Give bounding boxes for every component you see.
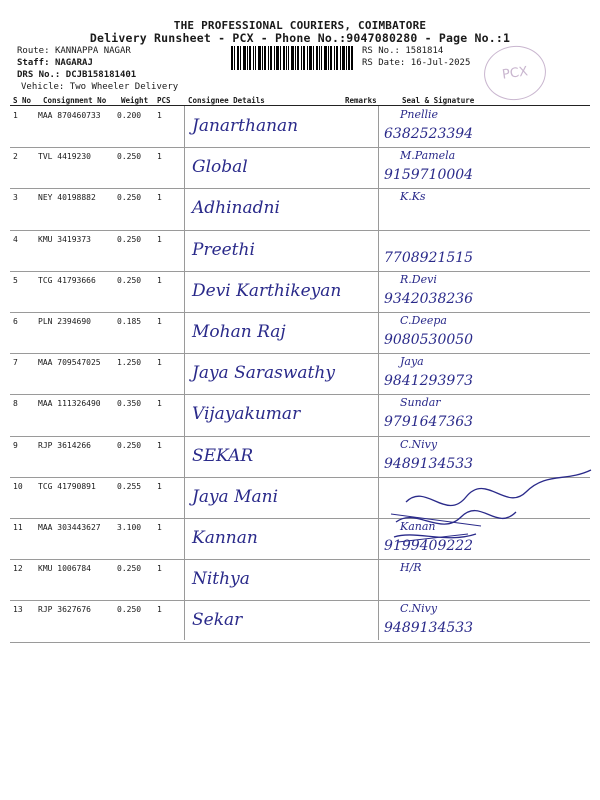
rs-date-value: 16-Jul-2025 — [410, 58, 471, 68]
row-phone-handwritten: 6382523394 — [384, 126, 474, 142]
row-signature: C.Deepa — [400, 314, 447, 327]
row-phone-handwritten: 9080530050 — [384, 332, 474, 348]
row-consignee-handwritten: Jaya Mani — [192, 486, 279, 507]
row-signature: Kanan — [400, 520, 436, 533]
row-consignee-handwritten: Adhinadni — [192, 198, 280, 219]
row-divider — [10, 600, 590, 601]
row-divider — [10, 353, 590, 354]
stamp-text: PCX — [501, 63, 529, 83]
row-weight: 0.200 — [117, 111, 142, 120]
row-consignee-handwritten: Sekar — [192, 610, 243, 631]
row-consignee-handwritten: Preethi — [192, 239, 255, 260]
row-weight: 0.250 — [117, 275, 142, 285]
row-phone-handwritten: 9199409222 — [384, 538, 474, 554]
row-divider — [10, 642, 590, 643]
staff-value: NAGARAJ — [54, 58, 93, 68]
row-consignment-no: RJP 3627676 — [38, 605, 91, 615]
office-stamp — [481, 42, 550, 104]
row-consignment-no: RJP 3614266 — [38, 440, 91, 450]
row-weight: 0.250 — [117, 605, 142, 615]
row-sno: 7 — [13, 358, 18, 368]
row-weight: 0.350 — [117, 399, 142, 409]
row-weight: 0.250 — [117, 152, 142, 162]
row-sno: 6 — [13, 317, 18, 326]
row-consignee-handwritten: Vijayakumar — [192, 404, 301, 425]
row-divider — [10, 394, 590, 395]
drs-value: DCJB158181401 — [65, 70, 137, 80]
row-sno: 1 — [13, 111, 18, 120]
row-weight: 0.250 — [117, 440, 142, 450]
header-rule — [10, 105, 590, 106]
row-consignee-handwritten: Global — [192, 157, 248, 178]
row-consignment-no: TVL 4419230 — [38, 152, 91, 162]
row-consignment-no: TCG 41793666 — [38, 275, 96, 285]
row-pcs: 1 — [157, 399, 162, 409]
row-consignment-no: MAA 709547025 — [38, 358, 101, 368]
route-label: Route: — [17, 46, 50, 56]
route-value: KANNAPPA NAGAR — [54, 46, 131, 56]
row-pcs: 1 — [157, 234, 162, 244]
row-pcs: 1 — [157, 481, 162, 491]
row-sno: 3 — [13, 193, 18, 203]
row-weight: 0.250 — [117, 234, 142, 244]
row-consignee-handwritten: Nithya — [192, 569, 250, 590]
row-pcs: 1 — [157, 275, 162, 285]
row-consignee-handwritten: Mohan Raj — [192, 322, 286, 342]
row-consignment-no: TCG 41790891 — [38, 481, 96, 491]
row-divider — [10, 312, 590, 313]
vehicle-label: Vehicle: — [21, 82, 65, 92]
row-pcs: 1 — [157, 358, 162, 368]
row-phone-handwritten: 9791647363 — [384, 414, 474, 431]
row-consignment-no: PLN 2394690 — [38, 317, 91, 326]
row-phone-handwritten: 9841293973 — [384, 373, 474, 390]
row-consignment-no: KMU 1006784 — [38, 564, 91, 574]
row-sno: 10 — [13, 481, 23, 491]
rs-no-value: 1581814 — [405, 46, 444, 56]
row-pcs: 1 — [157, 152, 162, 162]
col-sno: S No — [13, 96, 32, 105]
row-signature: C.Nivy — [400, 602, 438, 616]
col-seal-signature: Seal & Signature — [402, 96, 475, 105]
col-consignment: Consignment No — [43, 96, 107, 105]
row-pcs: 1 — [157, 523, 162, 532]
row-pcs: 1 — [157, 193, 162, 203]
row-signature: Jaya — [400, 355, 424, 369]
rs-date-label: RS Date: — [362, 58, 406, 68]
row-sno: 11 — [13, 523, 23, 532]
barcode-image — [231, 46, 353, 70]
row-sno: 2 — [13, 152, 18, 162]
staff-line — [17, 58, 93, 68]
row-consignment-no: MAA 870460733 — [38, 111, 101, 120]
row-weight: 0.185 — [117, 317, 142, 326]
row-pcs: 1 — [157, 605, 162, 615]
overwritten-signature-scribble — [386, 462, 598, 552]
row-phone-handwritten: 9489134533 — [384, 455, 474, 472]
row-consignee-handwritten: Kannan — [192, 528, 258, 548]
row-sno: 4 — [13, 234, 18, 244]
col-remarks: Remarks — [345, 96, 377, 105]
row-signature: K.Ks — [400, 190, 426, 204]
row-consignment-no: MAA 303443627 — [38, 523, 101, 532]
row-weight: 0.250 — [117, 564, 142, 574]
row-sno: 5 — [13, 275, 18, 285]
row-consignee-handwritten: SEKAR — [192, 445, 254, 466]
row-phone-handwritten: 7708921515 — [384, 249, 474, 266]
row-divider — [10, 436, 590, 437]
runsheet-subtitle: Delivery Runsheet - PCX - Phone No.:9047080280 - Page No.:1 — [89, 31, 511, 45]
row-weight: 0.250 — [117, 193, 142, 203]
row-consignee-handwritten: Jaya Saraswathy — [192, 363, 335, 384]
row-pcs: 1 — [157, 564, 162, 574]
row-divider — [10, 188, 590, 189]
rs-no-label: RS No.: — [362, 46, 400, 56]
row-phone-handwritten: 9489134533 — [384, 620, 474, 637]
row-signature: R.Devi — [400, 272, 437, 286]
row-consignment-no: MAA 111326490 — [38, 399, 101, 409]
row-sno: 9 — [13, 440, 18, 450]
rs-date-line — [362, 58, 470, 68]
row-weight: 0.255 — [117, 481, 142, 491]
row-sno: 13 — [13, 605, 23, 615]
row-phone-handwritten: 9342038236 — [384, 290, 474, 307]
rs-no-line — [362, 46, 443, 56]
col-pcs: PCS — [157, 96, 171, 105]
staff-label: Staff: — [17, 58, 50, 68]
row-pcs: 1 — [157, 317, 162, 326]
col-consignee: Consignee Details — [188, 96, 265, 105]
row-signature: M.Pamela — [400, 149, 456, 163]
row-consignee-handwritten: Janarthanan — [192, 116, 299, 136]
row-signature: C.Nivy — [400, 437, 438, 451]
route-line — [17, 46, 131, 56]
row-divider — [10, 559, 590, 560]
row-weight: 1.250 — [117, 358, 142, 368]
row-phone-handwritten: 9159710004 — [384, 167, 474, 184]
row-signature: Sundar — [400, 396, 441, 410]
col-weight: Weight — [121, 96, 149, 105]
row-divider — [10, 271, 590, 272]
row-pcs: 1 — [157, 440, 162, 450]
row-sno: 8 — [13, 399, 18, 409]
row-divider — [10, 230, 590, 231]
drs-line — [17, 70, 136, 80]
row-sno: 12 — [13, 564, 23, 574]
company-title: THE PROFESSIONAL COURIERS, COIMBATORE — [173, 19, 427, 32]
row-pcs: 1 — [157, 111, 162, 120]
drs-label: DRS No.: — [17, 70, 61, 80]
row-divider — [10, 147, 590, 148]
row-signature: Pnellie — [400, 108, 439, 121]
row-consignee-handwritten: Devi Karthikeyan — [192, 280, 342, 301]
row-signature: H/R — [400, 561, 422, 575]
row-consignment-no: KMU 3419373 — [38, 234, 91, 244]
vehicle-line — [21, 82, 178, 92]
vehicle-value: Two Wheeler Delivery — [69, 82, 179, 92]
row-consignment-no: NEY 40198882 — [38, 193, 96, 203]
row-weight: 3.100 — [117, 523, 142, 532]
